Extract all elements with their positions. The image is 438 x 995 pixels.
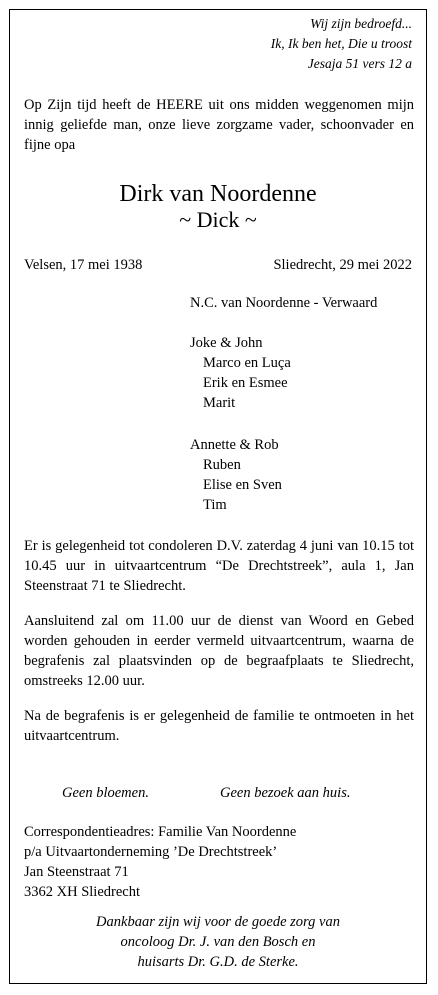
correspondence-address [24,822,296,902]
birth-info: Velsen, 17 mei 1938 [24,257,143,273]
thanks-note [10,912,426,972]
family-group-head: Joke & John [190,335,263,351]
family-member: Tim [203,497,227,513]
intro-paragraph: Op Zijn tijd heeft de HEERE uit ons midden weggenomen mijn innig geliefde man, onze lieve zorgzame vader, schoonvader en fijne opa [24,97,414,153]
deceased-nickname: ~ Dick ~ [179,207,257,232]
bible-quote [271,14,412,74]
address-line-4: 3362 XH Sliedrecht [24,884,140,900]
thanks-line-3: huisarts Dr. G.D. de Sterke. [137,954,299,970]
family-member: Erik en Esmee [203,375,288,391]
family-member: Elise en Sven [203,477,282,493]
address-line-3: Jan Steenstraat 71 [24,864,129,880]
deceased-name: Dirk van Noordenne [119,181,317,207]
thanks-line-2: oncoloog Dr. J. van den Bosch en [120,934,316,950]
family-group-head: Annette & Rob [190,437,279,453]
spouse-name: N.C. van Noordenne - Verwaard [190,295,378,311]
family-member: Ruben [203,457,241,473]
no-flowers-note: Geen bloemen. [62,785,149,801]
family-member: Marco en Luça [203,355,291,371]
quote-line-3: Jesaja 51 vers 12 a [307,56,412,71]
family-group-1 [190,333,291,413]
no-visits-note: Geen bezoek aan huis. [220,785,351,801]
quote-line-1: Wij zijn bedroefd... [310,16,412,31]
address-line-2: p/a Uitvaartonderneming ’De Drechtstreek’ [24,844,278,860]
meeting-paragraph: Na de begrafenis is er gelegenheid de familie te ontmoeten in het uitvaartcentrum. [24,708,414,744]
service-paragraph: Aansluitend zal om 11.00 uur de dienst van Woord en Gebed worden gehouden in eerder vermeld uitvaartcentrum, waarna de begrafenis zal plaatsvinden op de begraafplaats te Sliedrecht, omstreeks 12.00 uur. [24,613,414,689]
death-notice [9,9,427,984]
condolence-paragraph: Er is gelegenheid tot condoleren D.V. zaterdag 4 juni van 10.15 tot 10.45 uur in uitvaartcentrum “De Drechtstreek”, aula 1, Jan Steenstraat 71 te Sliedrecht. [24,538,414,594]
family-member: Marit [203,395,236,411]
thanks-line-1: Dankbaar zijn wij voor de goede zorg van [96,914,340,930]
address-line-1: Correspondentieadres: Familie Van Noordenne [24,824,297,840]
death-info: Sliedrecht, 29 mei 2022 [273,257,412,273]
quote-line-2: Ik, Ik ben het, Die u troost [270,36,412,51]
family-group-2 [190,435,282,515]
